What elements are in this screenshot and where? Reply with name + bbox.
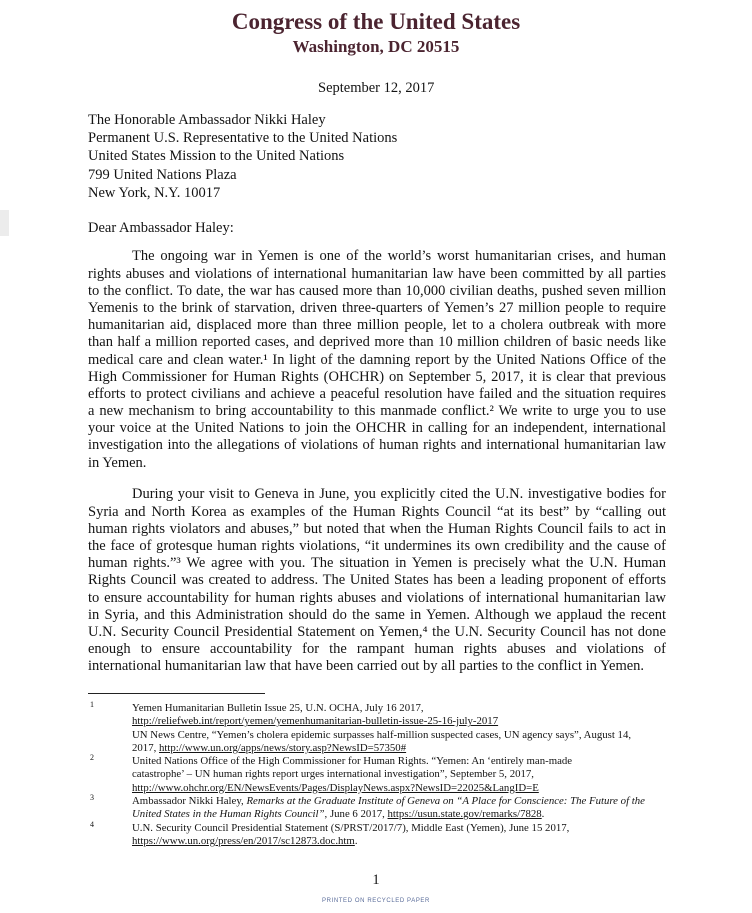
footnote-line <box>132 702 645 715</box>
recipient-line: New York, N.Y. 10017 <box>88 184 221 201</box>
body-paragraph-2 <box>88 486 666 675</box>
paragraph-2-line: Rights Council was created to address. The United States has been a leading proponent of efforts <box>88 572 666 589</box>
footnote-number: 3 <box>90 793 94 803</box>
letter-date: September 12, 2017 <box>318 80 435 96</box>
footnote-link[interactable]: http://reliefweb.int/report/yemen/yemenhumanitarian-bulletin-issue-25-16-july-2017 <box>132 715 499 728</box>
footnote-number: 2 <box>90 753 94 763</box>
footnote-line <box>132 782 645 795</box>
footnote-text: . <box>354 834 358 847</box>
recipient-line: United States Mission to the United Nations <box>88 148 345 165</box>
footnote-number: 4 <box>90 819 94 829</box>
footnote-number: 1 <box>90 700 94 709</box>
letterhead-title: Congress of the United States <box>231 9 521 34</box>
footnote-line <box>132 768 645 781</box>
paragraph-1-line: Yemenis to the brink of starvation, driven three-quarters of Yemen’s 27 million people to require <box>88 299 666 316</box>
footnote-3 <box>90 793 645 822</box>
footnote-text: United Nations Office of the High Commissioner for Human Rights. “Yemen: An ‘entirely man-made <box>132 755 573 768</box>
paragraph-1-line: than half a million reported cases, and deprived more than 10 million children of basic needs like <box>88 334 666 351</box>
footnote-line <box>132 715 645 728</box>
paragraph-1-line: in Yemen. <box>88 454 147 471</box>
letterhead-address: Washington, DC 20515 <box>292 37 460 56</box>
recipient-line: The Honorable Ambassador Nikki Haley <box>88 112 326 128</box>
footnote-1 <box>90 700 645 755</box>
paragraph-1-line: your voice at the United Nations to join the OHCHR in calling for an independent, international <box>88 420 666 437</box>
paragraph-2-line: to ensure accountability for human rights abuses and violations of international humanitarian law <box>88 589 666 606</box>
footnote-text: 2017, <box>132 741 159 754</box>
paragraph-1-line: rights abuses and violations of international humanitarian law have been committed by all parties <box>88 265 666 282</box>
recipient-address-block <box>88 111 397 202</box>
recipient-line: Permanent U.S. Representative to the United Nations <box>88 130 398 147</box>
paragraph-2-line: in Syria, and this Administration should do the same in Yemen. Although we applaud the recent <box>88 606 666 623</box>
footnote-link[interactable]: https://www.un.org/press/en/2017/sc12873.doc.htm <box>132 834 355 847</box>
footnote-line <box>132 795 645 808</box>
paragraph-2-line: enough to ensure accountability for the rampant human rights abuses and violations of <box>88 641 666 658</box>
paragraph-1-line: efforts to protect civilians and achieve a peaceful resolution have failed and the situation requires <box>88 385 666 402</box>
footnotes <box>90 700 645 848</box>
page-number: 1 <box>372 872 380 888</box>
paragraph-1-line: investigation into the allegations of violations of human rights and international humanitarian law <box>88 437 666 454</box>
paragraph-2-line: international humanitarian law that have been carried out by all parties to the conflict in Yemen. <box>88 658 645 675</box>
recipient-line: 799 United Nations Plaza <box>88 166 237 183</box>
paragraph-1-line: humanitarian aid, displaced more than three million people, let to a cholera outbreak with more <box>88 317 666 334</box>
footnote-text: Yemen Humanitarian Bulletin Issue 25, U.N. OCHA, July 16 2017, <box>132 702 424 714</box>
paragraph-1-line: medical care and clean water.¹ In light of the damning report by the United Nations Office of the <box>88 351 666 368</box>
footnote-link[interactable]: http://www.un.org/apps/news/story.asp?NewsID=57350# <box>159 741 407 754</box>
footnote-2 <box>90 753 645 795</box>
body-paragraph-1 <box>88 248 666 471</box>
footnote-title-italic: United States in the Human Rights Council” <box>132 808 325 821</box>
footnote-4 <box>90 819 645 849</box>
scan-edge-mark <box>0 210 9 236</box>
footnote-text: catastrophe’ – UN human rights report urges international investigation”, September 5, 2017, <box>132 768 534 781</box>
footnote-line <box>132 729 645 742</box>
footnote-text: Ambassador Nikki Haley, <box>132 795 247 808</box>
paragraph-2-line: the face of grotesque human rights violations, “it undermines its own credibility and the cause of <box>88 537 666 554</box>
paragraph-1-line: to the conflict. To date, the war has caused more than 10,000 civilian deaths, pushed seven million <box>88 282 666 299</box>
footnote-line <box>132 742 645 755</box>
footnote-text: , June 6 2017, <box>324 808 388 821</box>
paragraph-2-line: During your visit to Geneva in June, you explicitly cited the U.N. investigative bodies for <box>132 486 666 503</box>
paragraph-1-line: a new mechanism to bring accountability to this manmade conflict.² We write to urge you to use <box>88 403 666 420</box>
footnote-title-italic: Remarks at the Graduate Institute of Geneva on “A Place for Conscience: The Future of the <box>246 795 645 808</box>
footnote-line <box>132 808 645 821</box>
footnote-line <box>132 835 645 848</box>
footnote-text: UN News Centre, “Yemen’s cholera epidemic surpasses half-million suspected cases, UN agency says”, August 14, <box>132 728 632 741</box>
footnote-line <box>132 822 645 835</box>
printed-on-recycled-paper-notice: PRINTED ON RECYCLED PAPER <box>322 898 430 904</box>
footnote-text: . <box>541 808 545 821</box>
paragraph-2-line: human rights.”³ We agree with you. The situation in Yemen is precisely what the U.N. Human <box>88 555 666 572</box>
paragraph-1-line: High Commissioner for Human Rights (OHCHR) on September 5, 2017, it is clear that previous <box>88 368 666 385</box>
footnote-line <box>132 755 645 768</box>
paragraph-1-line: The ongoing war in Yemen is one of the world’s worst humanitarian crises, and human <box>132 248 666 265</box>
paragraph-2-line: human rights violators and abuses,” but noted that when the Human Rights Council fails to act in <box>88 520 666 537</box>
footnote-separator <box>88 693 265 694</box>
salutation: Dear Ambassador Haley: <box>88 220 234 236</box>
footnote-link[interactable]: http://www.ohchr.org/EN/NewsEvents/Pages/DisplayNews.aspx?NewsID=22025&LangID=E <box>132 781 539 794</box>
footnote-text: U.N. Security Council Presidential Statement (S/PRST/2017/7), Middle East (Yemen), June 15 2017, <box>132 821 570 834</box>
paragraph-2-line: Syria and North Korea as examples of the Human Rights Council “at its best” by “calling out <box>88 503 666 520</box>
paragraph-2-line: U.N. Security Council Presidential Statement on Yemen,⁴ the U.N. Security Council has not done <box>88 623 666 640</box>
footnote-link[interactable]: https://usun.state.gov/remarks/7828 <box>387 808 542 821</box>
